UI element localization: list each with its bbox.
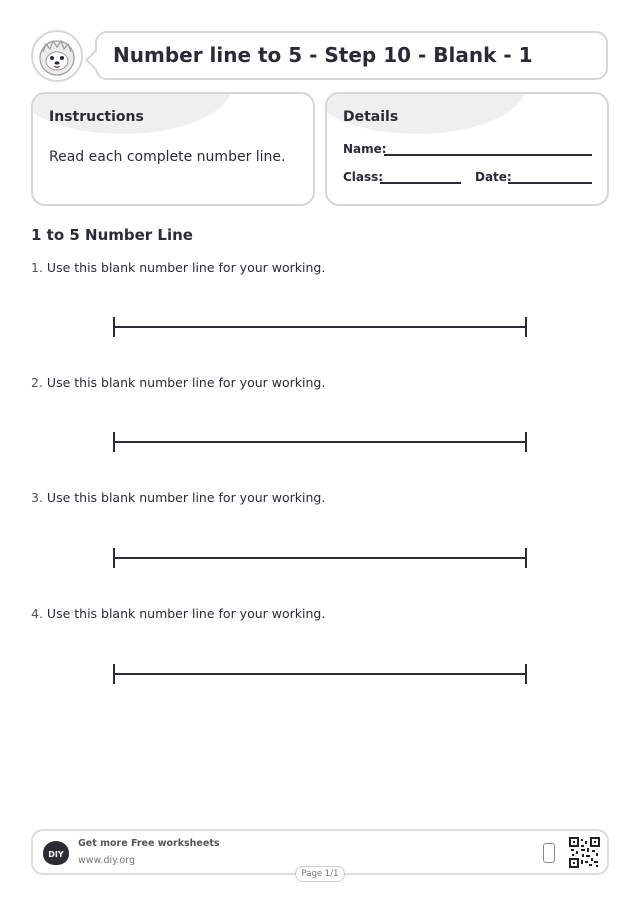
phone-icon xyxy=(543,843,555,863)
question-4 xyxy=(31,606,325,621)
number-line-axis xyxy=(113,673,527,675)
speech-bubble-tail xyxy=(85,50,105,70)
name-label: Name: xyxy=(343,142,387,156)
number-line-1[interactable] xyxy=(113,317,527,337)
number-line-start-tick xyxy=(113,317,115,337)
question-number: 2. xyxy=(31,375,43,390)
name-field[interactable] xyxy=(384,154,592,156)
details-heading: Details xyxy=(343,109,399,125)
question-3 xyxy=(31,490,325,505)
question-text: Use this blank number line for your working. xyxy=(46,375,326,390)
question-text: Use this blank number line for your working. xyxy=(46,260,326,275)
question-number: 1. xyxy=(31,260,43,275)
number-line-2[interactable] xyxy=(113,432,527,452)
number-line-start-tick xyxy=(113,432,115,452)
question-text: Use this blank number line for your working. xyxy=(46,490,326,505)
question-text: Use this blank number line for your working. xyxy=(46,606,326,621)
number-line-end-tick xyxy=(525,432,527,452)
question-number: 3. xyxy=(31,490,43,505)
number-line-start-tick xyxy=(113,548,115,568)
sloth-mascot-icon xyxy=(31,30,83,82)
question-number: 4. xyxy=(31,606,43,621)
number-line-start-tick xyxy=(113,664,115,684)
page-title: Number line to 5 - Step 10 - Blank - 1 xyxy=(113,43,533,67)
date-field[interactable] xyxy=(508,182,592,184)
number-line-4[interactable] xyxy=(113,664,527,684)
instructions-panel xyxy=(31,92,315,206)
question-1 xyxy=(31,260,325,275)
number-line-axis xyxy=(113,326,527,328)
date-label: Date: xyxy=(475,170,512,184)
details-panel xyxy=(325,92,609,206)
number-line-axis xyxy=(113,557,527,559)
number-line-end-tick xyxy=(525,548,527,568)
instructions-heading: Instructions xyxy=(49,109,144,125)
number-line-axis xyxy=(113,441,527,443)
class-field[interactable] xyxy=(380,182,461,184)
qr-code-icon[interactable] xyxy=(569,837,600,868)
page-number: Page 1/1 xyxy=(295,866,345,882)
instructions-text: Read each complete number line. xyxy=(49,149,286,165)
class-label: Class: xyxy=(343,170,384,184)
number-line-3[interactable] xyxy=(113,548,527,568)
section-title: 1 to 5 Number Line xyxy=(31,226,193,244)
question-2 xyxy=(31,375,325,390)
footer-promo: Get more Free worksheets xyxy=(78,838,220,849)
title-banner xyxy=(95,31,608,80)
number-line-end-tick xyxy=(525,317,527,337)
footer-link[interactable]: www.diy.org xyxy=(78,855,135,866)
number-line-end-tick xyxy=(525,664,527,684)
diy-logo-icon[interactable]: DIY xyxy=(43,841,69,865)
